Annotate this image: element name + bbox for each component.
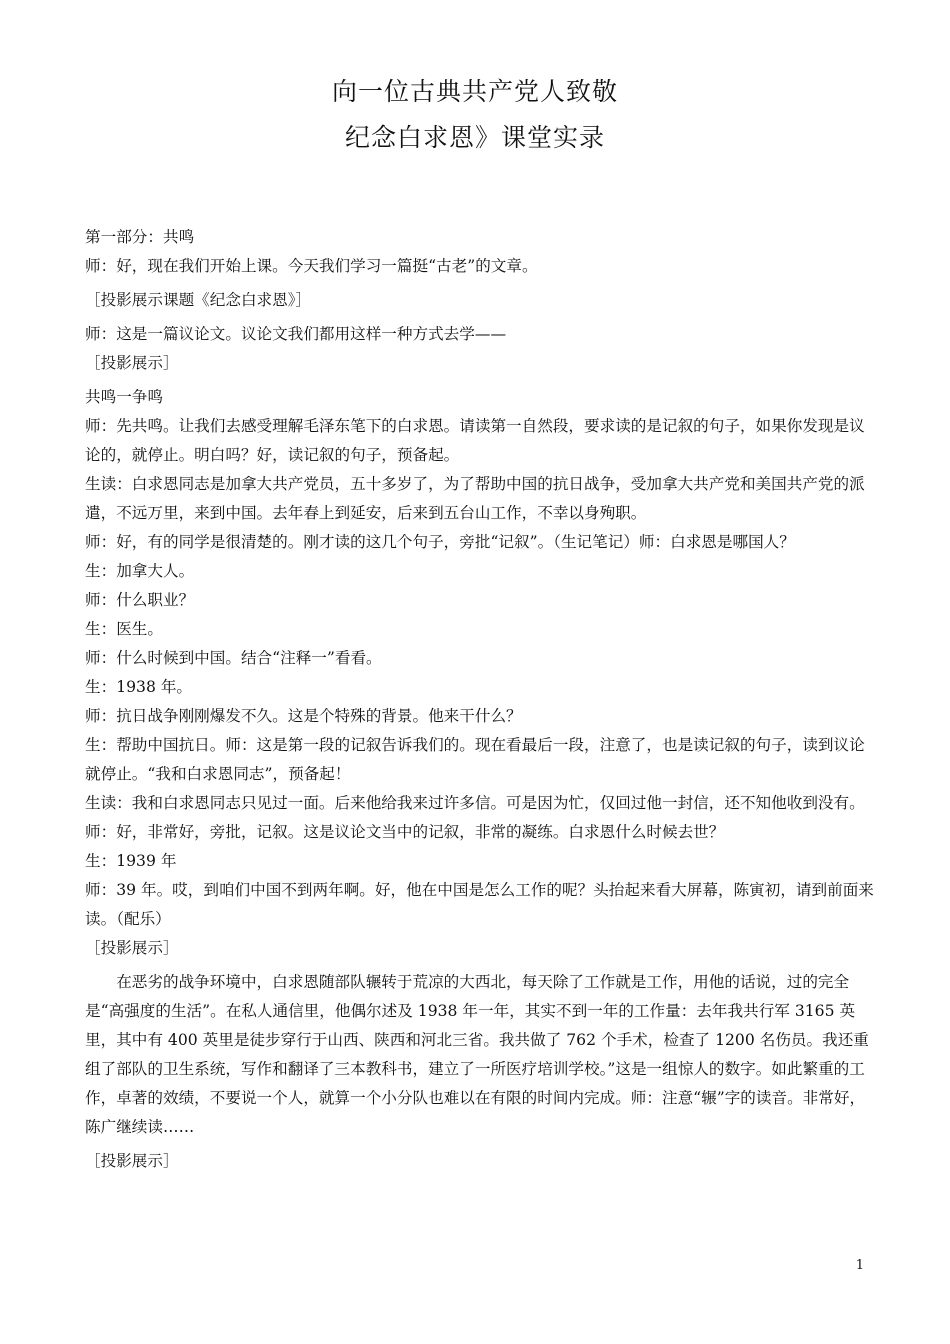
paragraph: 生：帮助中国抗日。师：这是第一段的记叙告诉我们的。现在看最后一段，注意了，也是读记叙的句子，读到议论就停止。“我和白求恩同志”，预备起！ bbox=[85, 736, 865, 783]
paragraph: 生：医生。 bbox=[85, 620, 163, 638]
paragraph: 师：这是一篇议论文。议论文我们都用这样一种方式去学—— bbox=[85, 325, 507, 343]
projection-note: ［投影展示］ bbox=[85, 939, 179, 957]
paragraph: 生：1938 年。 bbox=[85, 678, 193, 696]
document-body bbox=[85, 223, 875, 1176]
page-number: 1 bbox=[855, 1258, 864, 1273]
paragraph: 师：什么职业？ bbox=[85, 591, 195, 609]
paragraph: 师：抗日战争刚刚爆发不久。这是个特殊的背景。他来干什么？ bbox=[85, 707, 522, 725]
paragraph: 生读：我和白求恩同志只见过一面。后来他给我来过许多信。可是因为忙，仅回过他一封信，还不知他收到没有。 bbox=[85, 794, 865, 812]
quoted-passage: 在恶劣的战争环境中，白求恩随部队辗转于荒凉的大西北，每天除了工作就是工作，用他的话说，过的完全是“高强度的生活”。在私人通信里，他偶尔述及 1938 年一年，其实不到一年的工作量：去年我共行军 3165 英里，其中有 400 英里是徒步穿行于山西、陕西和河北三省。我共做了 762 个手术，检查了 1200 名伤员。我还重组了部队的卫生系统，写作和翻译了三本教科书，建立了一所医疗培训学校。”这是一组惊人的数字。如此繁重的工作，卓著的效绩，不要说一个人，就算一个小分队也难以在有限的时间内完成。师：注意“辗”字的读音。非常好，陈广继续读…… bbox=[85, 973, 869, 1136]
projection-note: ［投影展示］ bbox=[85, 354, 179, 372]
section-heading: 第一部分：共鸣 bbox=[85, 228, 195, 246]
paragraph: 生：加拿大人。 bbox=[85, 562, 195, 580]
document-title: 向一位古典共产党人致敬 bbox=[331, 77, 618, 106]
paragraph: 师：39 年。哎，到咱们中国不到两年啊。好，他在中国是怎么工作的呢？头抬起来看大屏幕，陈寅初，请到前面来读。（配乐） bbox=[85, 881, 874, 928]
paragraph: 师：什么时候到中国。结合“注释一”看看。 bbox=[85, 649, 382, 667]
paragraph: 师：先共鸣。让我们去感受理解毛泽东笔下的白求恩。请读第一自然段，要求读的是记叙的句子，如果你发现是议论的，就停止。明白吗？好，读记叙的句子，预备起。 bbox=[85, 417, 865, 464]
paragraph: 师：好，有的同学是很清楚的。刚才读的这几个句子，旁批“记叙”。（生记笔记）师：白求恩是哪国人？ bbox=[85, 533, 795, 551]
paragraph: 生：1939 年 bbox=[85, 852, 177, 870]
paragraph: 师：好，非常好，旁批，记叙。这是议论文当中的记叙，非常的凝练。白求恩什么时候去世？ bbox=[85, 823, 725, 841]
paragraph: 生读：白求恩同志是加拿大共产党员，五十多岁了，为了帮助中国的抗日战争，受加拿大共产党和美国共产党的派遣，不远万里，来到中国。去年春上到延安，后来到五台山工作，不幸以身殉职。 bbox=[85, 475, 865, 522]
paragraph: 共鸣一争鸣 bbox=[85, 388, 163, 406]
document-subtitle: 纪念白求恩》课堂实录 bbox=[344, 123, 605, 152]
paragraph: 师：好，现在我们开始上课。今天我们学习一篇挺“古老”的文章。 bbox=[85, 257, 538, 275]
projection-note: ［投影展示］ bbox=[85, 1152, 179, 1170]
projection-note: ［投影展示课题《纪念白求恩》］ bbox=[85, 291, 312, 309]
